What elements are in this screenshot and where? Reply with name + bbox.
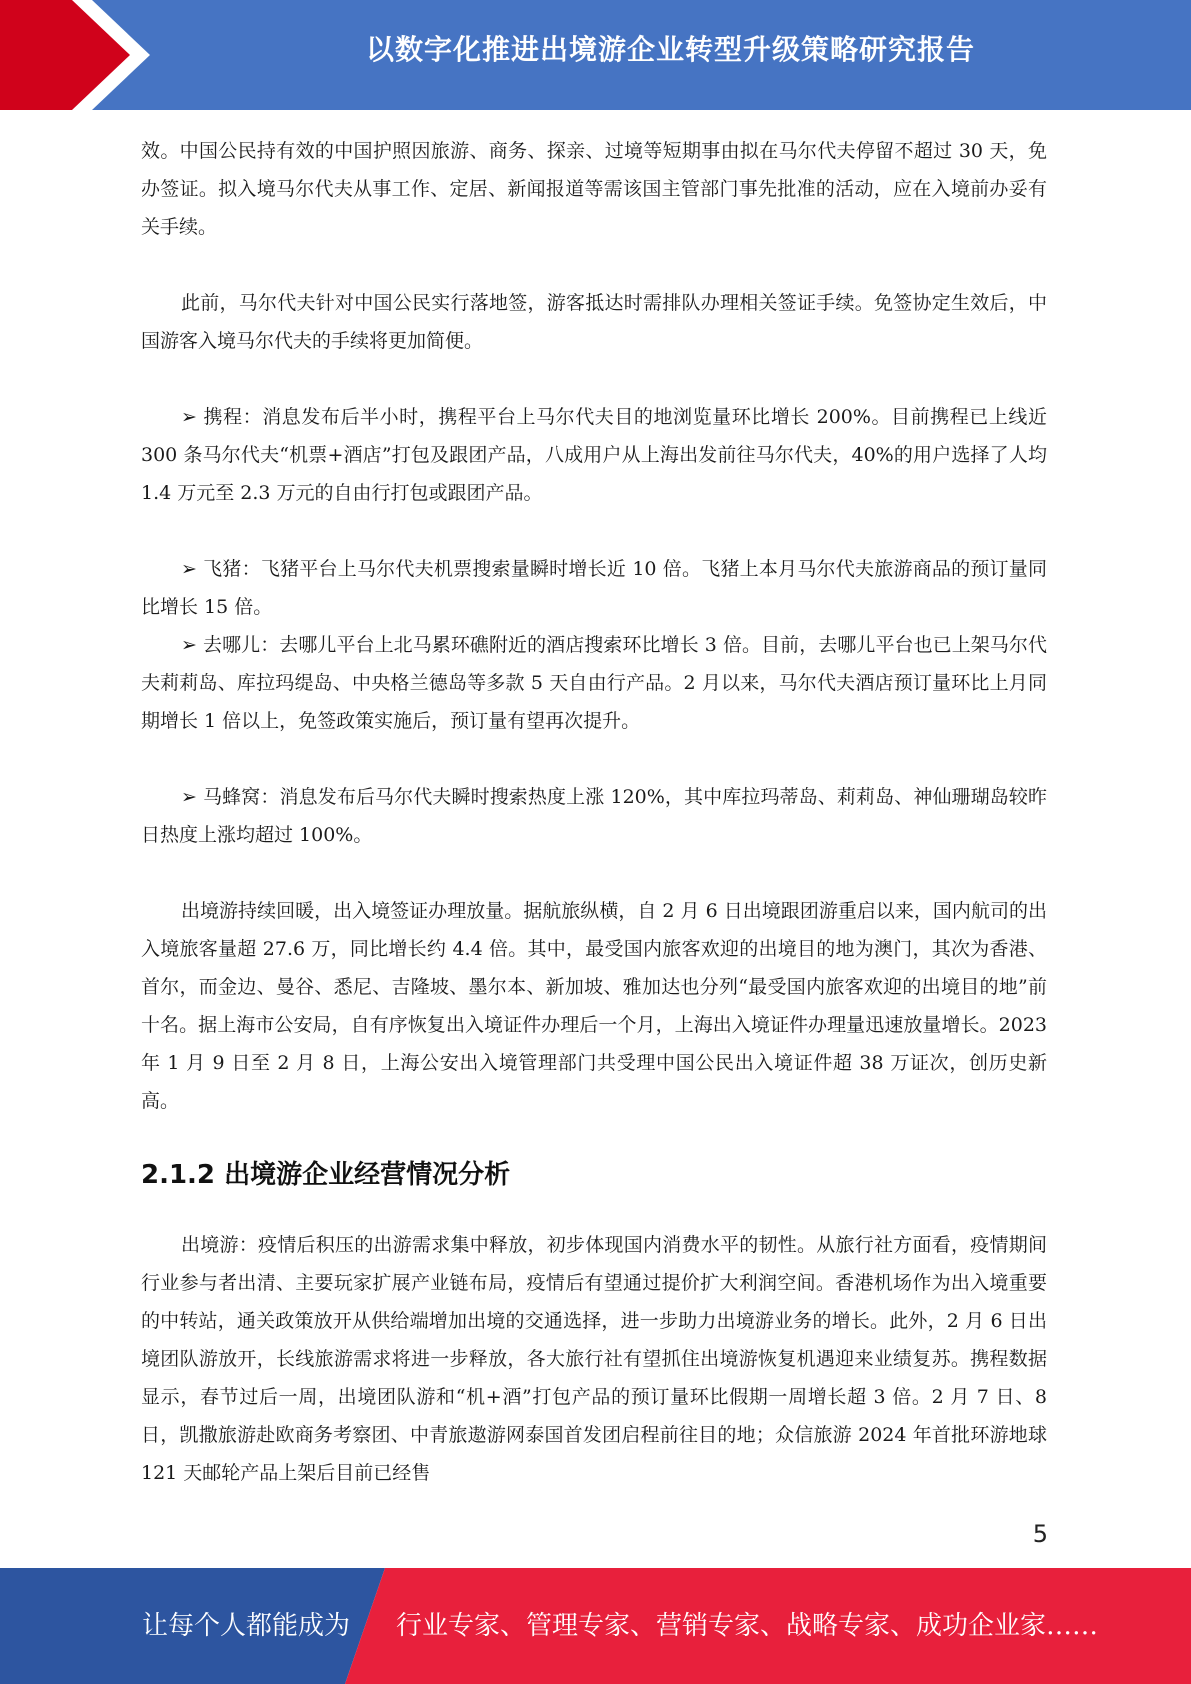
paragraph-fliggy: ➢ 飞猪：飞猪平台上马尔代夫机票搜索量瞬时增长近 10 倍。飞猪上本月马尔代夫旅游商品的预订量同比增长 15 倍。 bbox=[141, 558, 1047, 618]
document-body bbox=[141, 132, 1047, 1492]
paragraph-ctrip: ➢ 携程：消息发布后半小时，携程平台上马尔代夫目的地浏览量环比增长 200%。目前携程已上线近 300 条马尔代夫“机票+酒店”打包及跟团产品，八成用户从上海出发前往马尔代夫，40%的用户选择了人均 1.4 万元至 2.3 万元的自由行打包或跟团产品。 bbox=[141, 406, 1047, 504]
paragraph-landing-visa: 此前，马尔代夫针对中国公民实行落地签，游客抵达时需排队办理相关签证手续。免签协定生效后，中国游客入境马尔代夫的手续将更加简便。 bbox=[141, 292, 1047, 352]
paragraph-outbound-recovery: 出境游持续回暖，出入境签证办理放量。据航旅纵横，自 2 月 6 日出境跟团游重启以来，国内航司的出入境旅客量超 27.6 万，同比增长约 4.4 倍。其中，最受国内旅客欢迎的出境目的地为澳门，其次为香港、首尔，而金边、曼谷、悉尼、吉隆坡、墨尔本、新加坡、雅加达也分列“最受国内旅客欢迎的出境目的地”前十名。据上海市公安局，自有序恢复出入境证件办理后一个月，上海出入境证件办理量迅速放量增长。2023 年 1 月 9 日至 2 月 8 日，上海公安出入境管理部门共受理中国公民出入境证件超 38 万证次，创历史新高。 bbox=[141, 900, 1047, 1112]
header-title: 以数字化推进出境游企业转型升级策略研究报告 bbox=[365, 33, 975, 66]
paragraph-qunar: ➢ 去哪儿：去哪儿平台上北马累环礁附近的酒店搜索环比增长 3 倍。目前，去哪儿平台也已上架马尔代夫莉莉岛、库拉玛缇岛、中央格兰德岛等多款 5 天自由行产品。2 月以来，马尔代夫酒店预订量环比上月同期增长 1 倍以上，免签政策实施后，预订量有望再次提升。 bbox=[141, 634, 1047, 732]
footer-slogan-left: 让每个人都能成为 bbox=[142, 1611, 351, 1641]
footer-slogan-right: 行业专家、管理专家、营销专家、战略专家、成功企业家…… bbox=[396, 1611, 1099, 1641]
page-number: 5 bbox=[1032, 1520, 1048, 1548]
paragraph-outbound-analysis: 出境游：疫情后积压的出游需求集中释放，初步体现国内消费水平的韧性。从旅行社方面看，疫情期间行业参与者出清、主要玩家扩展产业链布局，疫情后有望通过提价扩大利润空间。香港机场作为出入境重要的中转站，通关政策放开从供给端增加出境的交通选择，进一步助力出境游业务的增长。此外，2 月 6 日出境团队游放开，长线旅游需求将进一步释放，各大旅行社有望抓住出境游恢复机遇迎来业绩复苏。携程数据显示，春节过后一周，出境团队游和“机+酒”打包产品的预订量环比假期一周增长超 3 倍。2 月 7 日、8 日，凯撒旅游赴欧商务考察团、中青旅遨游网泰国首发团启程前往目的地；众信旅游 2024 年首批环游地球 121 天邮轮产品上架后目前已经售 bbox=[141, 1234, 1047, 1484]
section-heading: 2.1.2 出境游企业经营情况分析 bbox=[141, 1160, 511, 1190]
page-footer bbox=[0, 1568, 1191, 1684]
paragraph-mafengwo: ➢ 马蜂窝：消息发布后马尔代夫瞬时搜索热度上涨 120%，其中库拉玛蒂岛、莉莉岛、神仙珊瑚岛较昨日热度上涨均超过 100%。 bbox=[141, 786, 1047, 846]
page-header bbox=[0, 0, 1191, 110]
paragraph-visa-exemption: 效。中国公民持有效的中国护照因旅游、商务、探亲、过境等短期事由拟在马尔代夫停留不超过 30 天，免办签证。拟入境马尔代夫从事工作、定居、新闻报道等需该国主管部门事先批准的活动，应在入境前办妥有关手续。 bbox=[141, 140, 1047, 238]
header-chevron-decoration bbox=[0, 0, 160, 110]
